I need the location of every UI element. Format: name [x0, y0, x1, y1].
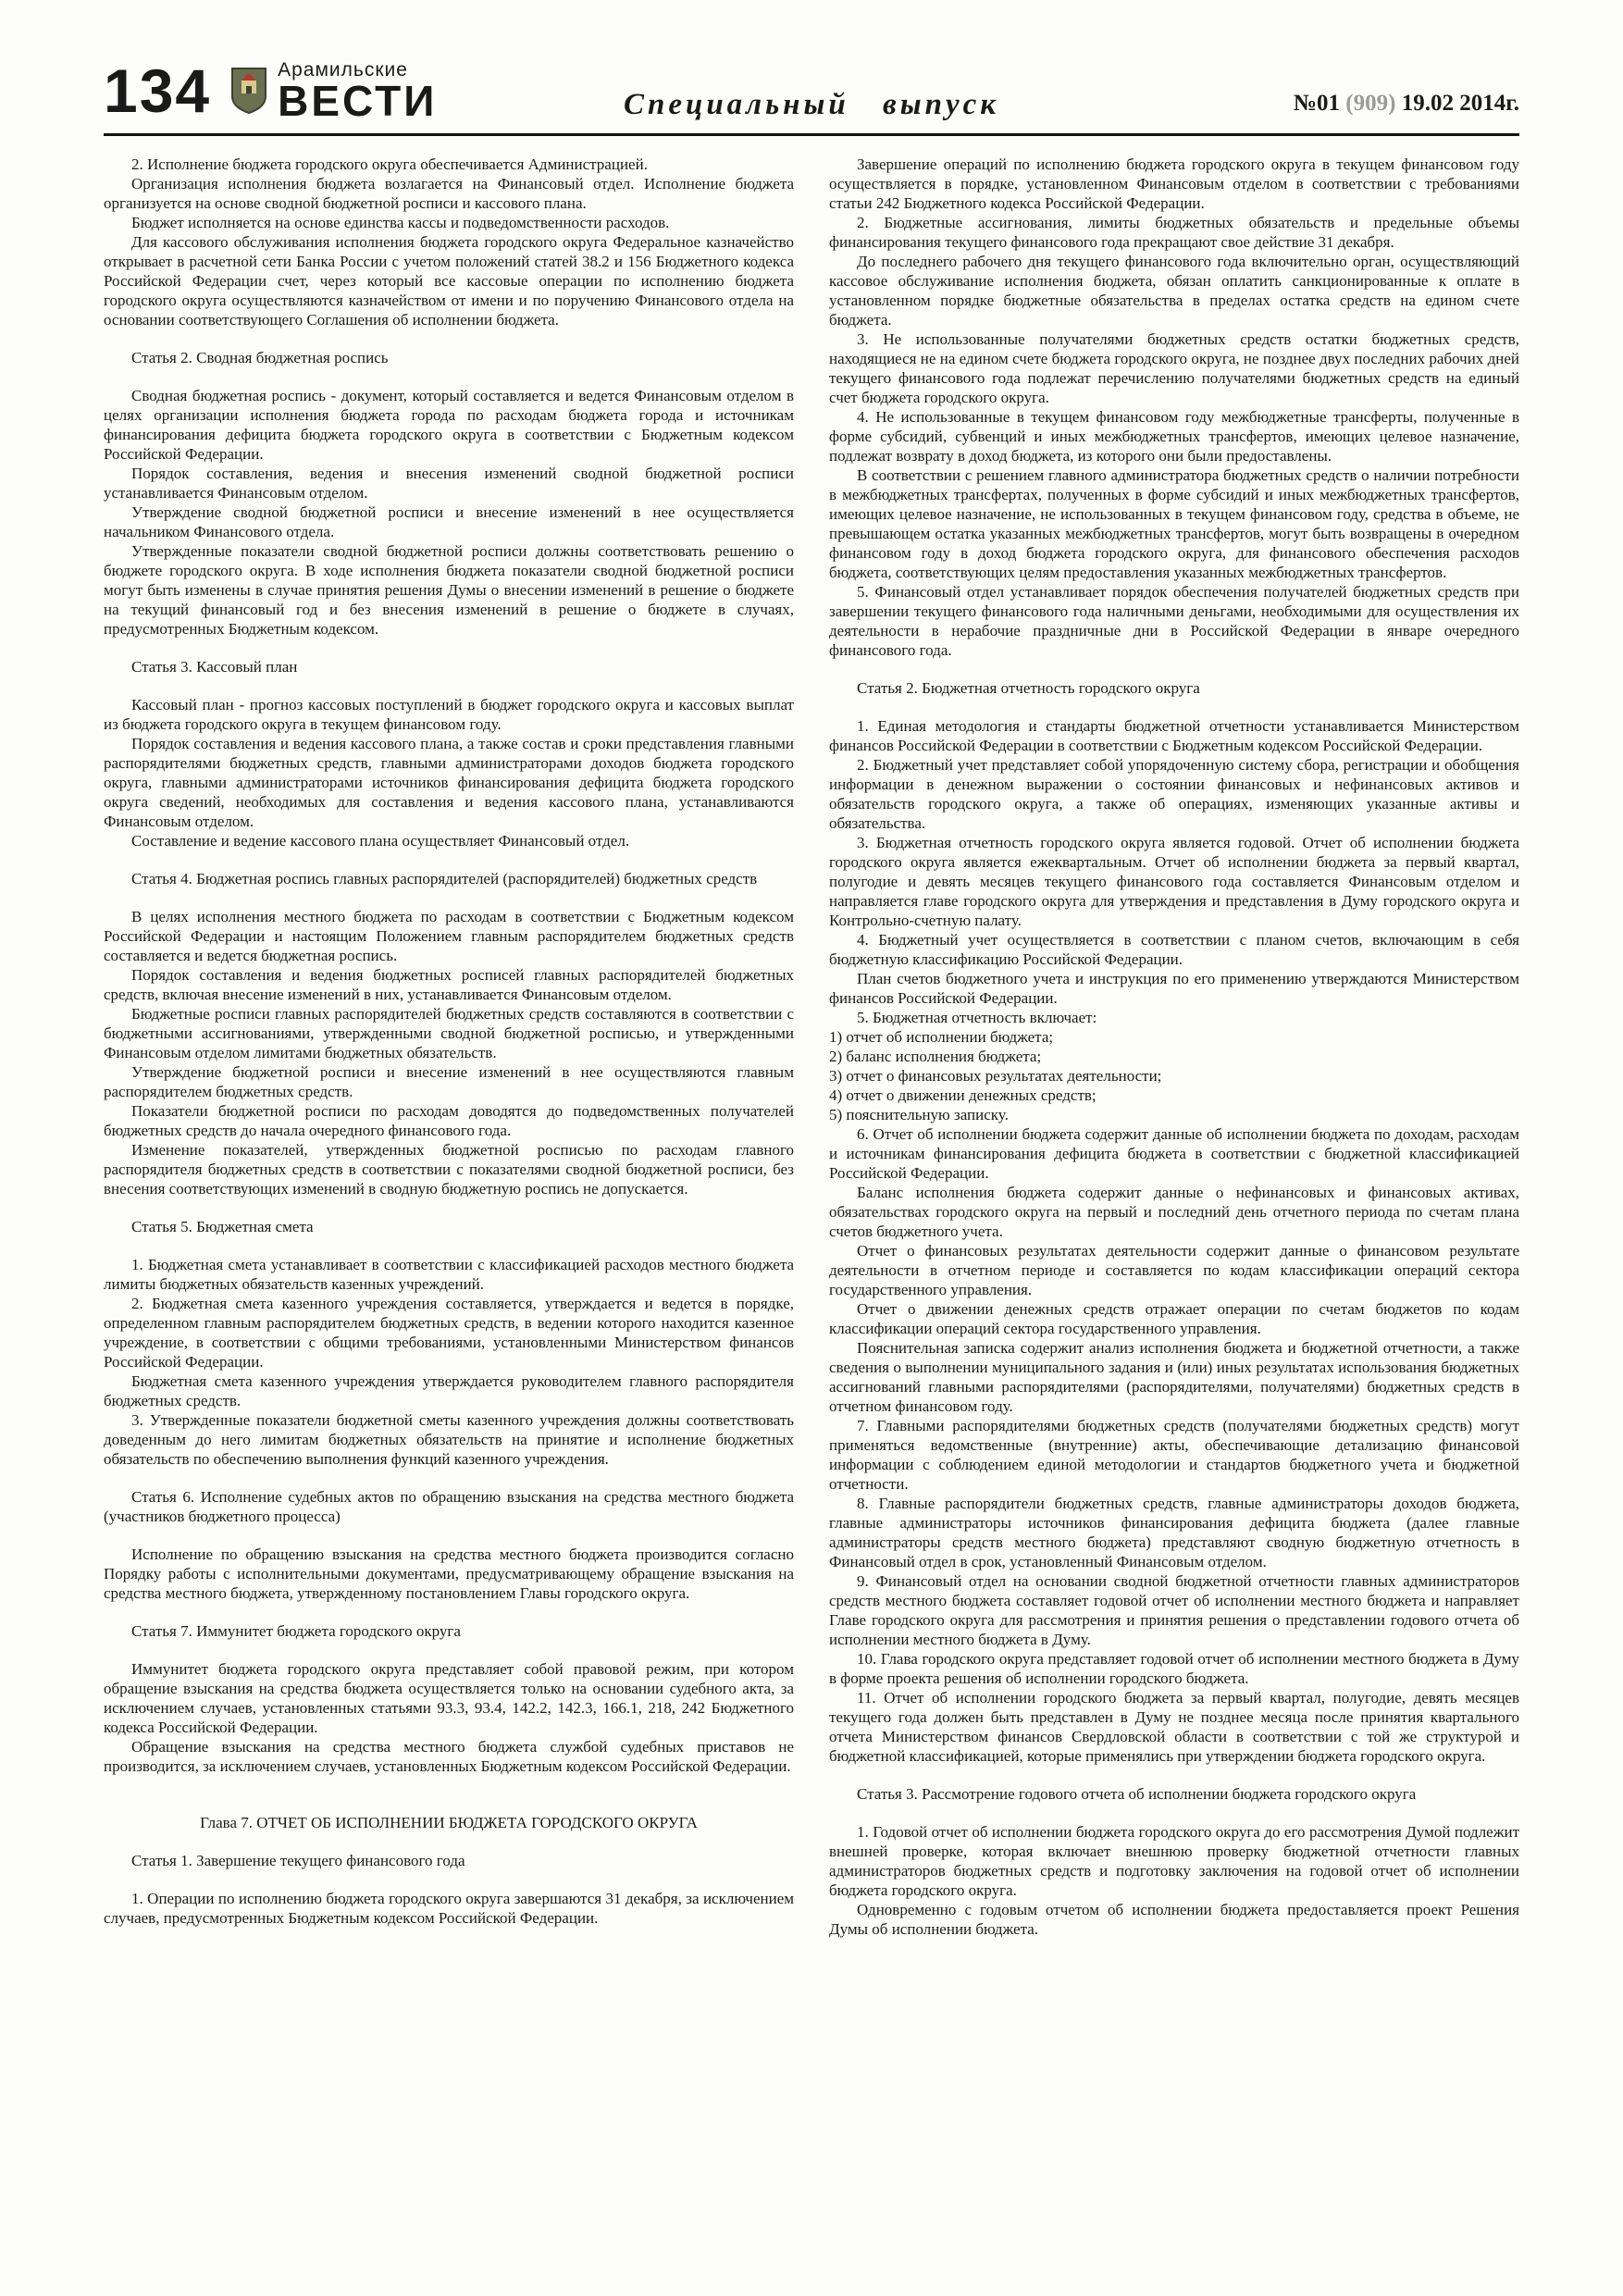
- paragraph: Одновременно с годовым отчетом об исполнении бюджета предоставляется проект Решения Думы об исполнении бюджета.: [829, 1900, 1519, 1938]
- paragraph: В соответствии с решением главного администратора бюджетных средств о наличии потребности в межбюджетных трансфертах, полученных в форме субсидий и иных межбюджетных трансфертов, имеющих целевое назначение, не использованных в текущем финансовом году, средства в объеме, не превышающем остатка указанных межбюджетных трансфертов, могут быть возвращены в очередном финансовом году в доход бюджета городского округа, для финансового обеспечения расходов бюджета, соответствующих целям предоставления указанных межбюджетных трансфертов.: [829, 465, 1519, 581]
- paragraph: В целях исполнения местного бюджета по расходам в соответствии с Бюджетным кодексом Российской Федерации и настоящим Положением главным распорядителем бюджетных средств составляется и ведется бюджетная роспись.: [104, 907, 794, 964]
- article-body: [104, 136, 1519, 1939]
- list-line: 1) отчет об исполнении бюджета;: [829, 1027, 1054, 1046]
- paragraph: Отчет о финансовых результатах деятельности содержит данные о финансовом результате деятельности в отчетном периоде и составляется по кодам классификации операций сектора государственного управления.: [829, 1241, 1519, 1298]
- article-heading: Статья 3. Кассовый план: [131, 657, 298, 676]
- paragraph: 3. Не использованные получателями бюджетных средств остатки бюджетных средств, находящиеся не на едином счете бюджета городского округа, не позднее двух последних рабочих дней текущего финансового года подлежат перечислению получателями бюджетных средств на единый счет бюджета городского округа.: [829, 329, 1519, 406]
- issue-date: 19.02 2014г.: [1401, 90, 1519, 116]
- paragraph: Организация исполнения бюджета возлагается на Финансовый отдел. Исполнение бюджета организуется на основе сводной бюджетной росписи и кассового плана.: [104, 174, 794, 212]
- paragraph: Пояснительная записка содержит анализ исполнения бюджета и бюджетной отчетности, а также сведения о выполнении муниципального задания и (или) иных результатах использования бюджетных ассигнований главными распорядителями (распорядителями, получателями) бюджетных средств в отчетном финансовом году.: [829, 1338, 1519, 1415]
- paragraph: 8. Главные распорядители бюджетных средств, главные администраторы доходов бюджета, главные администраторы источников финансирования дефицита бюджета (далее главные администраторы средств местного бюджета) представляют сводную бюджетную отчетность в Финансовый отдел в срок, установленный Финансовым отделом.: [829, 1494, 1519, 1570]
- paragraph: Обращение взыскания на средства местного бюджета службой судебных приставов не производится, за исключением случаев, установленных Бюджетным кодексом Российской Федерации.: [104, 1737, 794, 1775]
- paragraph: Бюджетная смета казенного учреждения утверждается руководителем главного распорядителя бюджетных средств.: [104, 1371, 794, 1409]
- article-heading: Статья 5. Бюджетная смета: [131, 1217, 314, 1235]
- paragraph: Баланс исполнения бюджета содержит данные о нефинансовых и финансовых активах, обязательствах городского округа на первый и последний день отчетного периода по счетам плана счетов бюджетного учета.: [829, 1183, 1519, 1240]
- paragraph: 1. Операции по исполнению бюджета городского округа завершаются 31 декабря, за исключением случаев, предусмотренных Бюджетным кодексом Российской Федерации.: [104, 1889, 794, 1927]
- article-heading: Статья 4. Бюджетная роспись главных распорядителей (распорядителей) бюджетных средств: [131, 869, 758, 887]
- logo-title: ВЕСТИ: [278, 77, 438, 125]
- paragraph: 2. Бюджетный учет представляет собой упорядоченную систему сбора, регистрации и обобщения информации в денежном выражении о состоянии финансовых и нефинансовых активов и обязательств городского округа, а также об операциях, изменяющих указанные активы и обязательства.: [829, 755, 1519, 832]
- paragraph: Кассовый план - прогноз кассовых поступлений в бюджет городского округа и кассовых выплат из бюджета городского округа в текущем финансовом году.: [104, 695, 794, 733]
- article-heading: Статья 7. Иммунитет бюджета городского округа: [131, 1621, 461, 1640]
- paragraph: Отчет о движении денежных средств отражает операции по счетам бюджетов по кодам классификации операций сектора государственного управления.: [829, 1299, 1519, 1337]
- paragraph: 6. Отчет об исполнении бюджета содержит данные об исполнении бюджета по доходам, расходам и источникам финансирования дефицита бюджета в соответствии с бюджетной классификацией Российской Федерации.: [829, 1124, 1519, 1182]
- paragraph: Для кассового обслуживания исполнения бюджета городского округа Федеральное казначейство открывает в расчетной сети Банка России с учетом положений статей 38.2 и 156 Бюджетного кодекса Российской Федерации счет, через который все кассовые операции по исполнению бюджета городского округа осуществляются казначейством от имени и по поручению Финансового отдела на основании соответствующего Соглашения об исполнении бюджета.: [104, 232, 794, 329]
- paragraph: Исполнение по обращению взыскания на средства местного бюджета производится согласно Порядку работы с исполнительными документами, предусматривающему обращение взыскания на средства местного бюджета, утвержденному постановлением Главы городского округа.: [104, 1545, 794, 1602]
- paragraph: 1. Годовой отчет об исполнении бюджета городского округа до его рассмотрения Думой подлежит внешней проверке, которая включает внешнюю проверку бюджетной отчетности главных администраторов бюджетных средств и подготовку заключения на годовой отчет об исполнении бюджета городского округа.: [829, 1822, 1519, 1899]
- paragraph: Утверждение бюджетной росписи и внесение изменений в нее осуществляются главным распорядителем бюджетных средств.: [104, 1062, 794, 1100]
- paragraph: Сводная бюджетная роспись - документ, который составляется и ведется Финансовым отделом в целях организации исполнения бюджета города по расходам бюджета города и источникам финансирования дефицита бюджета городского округа в соответствии с Бюджетным кодексом Российской Федерации.: [104, 386, 794, 463]
- paragraph: Утвержденные показатели сводной бюджетной росписи должны соответствовать решению о бюджете городского округа. В ходе исполнения бюджета показатели сводной бюджетной росписи могут быть изменены в случае принятия решения Думы о внесении изменений в решение о бюджете на текущий финансовый год и без внесения изменений в решение о бюджете в случаях, предусмотренных Бюджетным кодексом.: [104, 541, 794, 638]
- paragraph: Порядок составления и ведения кассового плана, а также состав и сроки представления главными распорядителями бюджетных средств, главными администраторами доходов бюджета городского округа, главными администраторами источников финансирования дефицита бюджета городского округа сведений, необходимых для составления и ведения кассового плана, устанавливаются Финансовым отделом.: [104, 734, 794, 830]
- issue-code: (909): [1345, 90, 1396, 116]
- article-heading: Статья 2. Бюджетная отчетность городского округа: [857, 678, 1200, 697]
- list-line: 3) отчет о финансовых результатах деятельности;: [829, 1066, 1162, 1085]
- paragraph: Порядок составления, ведения и внесения изменений сводной бюджетной росписи устанавливается Финансовым отделом.: [104, 464, 794, 502]
- paragraph: 11. Отчет об исполнении городского бюджета за первый квартал, полугодие, девять месяцев текущего года должен быть представлен в Думу не позднее месяца после принятия квартального отчета Министерством финансов Свердловской области в соответствии с той же структурой и бюджетной классификацией, которые применялись при утверждении бюджета городского округа.: [829, 1688, 1519, 1765]
- paragraph: План счетов бюджетного учета и инструкция по его применению утверждаются Министерством финансов Российской Федерации.: [829, 969, 1519, 1007]
- paragraph: 2. Бюджетные ассигнования, лимиты бюджетных обязательств и предельные объемы финансирования текущего финансового года прекращают свое действие 31 декабря.: [829, 213, 1519, 251]
- article-heading: Статья 1. Завершение текущего финансового года: [131, 1851, 465, 1869]
- issue-title: Специальный выпуск: [623, 87, 1000, 121]
- paragraph: 9. Финансовый отдел на основании сводной бюджетной отчетности главных администраторов средств местного бюджета составляет годовой отчет об исполнении местного бюджета и направляет Главе городского округа для рассмотрения и принятия решения о представлении годового отчета об исполнении местного бюджета в Думу.: [829, 1571, 1519, 1648]
- paragraph: Иммунитет бюджета городского округа представляет собой правовой режим, при котором обращение взыскания на средства бюджета осуществляется только на основании судебного акта, за исключением случаев, установленных статьями 93.3, 93.4, 142.2, 142.3, 166.1, 218, 242 Бюджетного кодекса Российской Федерации.: [104, 1659, 794, 1736]
- left-column: [104, 155, 794, 1939]
- paragraph: Составление и ведение кассового плана осуществляет Финансовый отдел.: [131, 831, 630, 850]
- paragraph: 7. Главными распорядителями бюджетных средств (получателями бюджетных средств) могут применяться ведомственные (внутренние) акты, обеспечивающие детализацию финансовой информации с соблюдением единой методологии и стандартов бюджетного учета и бюджетной отчетности.: [829, 1416, 1519, 1493]
- list-line: 5) пояснительную записку.: [829, 1105, 1009, 1123]
- list-line: 2) баланс исполнения бюджета;: [829, 1047, 1042, 1065]
- paragraph: Утверждение сводной бюджетной росписи и внесение изменений в нее осуществляется начальником Финансового отдела.: [104, 503, 794, 540]
- paragraph: 4. Не использованные в текущем финансовом году межбюджетные трансферты, полученные в форме субсидий, субвенций и иных межбюджетных трансфертов, имеющих целевое назначение, подлежат возврату в доход бюджета, из которого они были предоставлены.: [829, 407, 1519, 465]
- paragraph: 3. Утвержденные показатели бюджетной сметы казенного учреждения должны соответствовать доведенным до него лимитам бюджетных обязательств на принятие и исполнение бюджетных обязательств по обеспечению выполнения функций казенного учреждения.: [104, 1410, 794, 1468]
- masthead: [104, 0, 1519, 136]
- paragraph: 1. Бюджетная смета устанавливает в соответствии с классификацией расходов местного бюджета лимиты бюджетных обязательств казенных учреждений.: [104, 1255, 794, 1293]
- paragraph: Бюджет исполняется на основе единства кассы и подведомственности расходов.: [131, 213, 670, 231]
- paragraph: 4. Бюджетный учет осуществляется в соответствии с планом счетов, включающим в себя бюджетную классификацию Российской Федерации.: [829, 930, 1519, 968]
- issue-number: №01: [1293, 90, 1341, 116]
- paragraph: Порядок составления и ведения бюджетных росписей главных распорядителей бюджетных средств, включая внесение изменений в них, устанавливается Финансовым отделом.: [104, 965, 794, 1003]
- paragraph: 1. Единая методология и стандарты бюджетной отчетности устанавливается Министерством финансов Российской Федерации в соответствии с Бюджетным кодексом Российской Федерации.: [829, 716, 1519, 754]
- article-heading: Статья 3. Рассмотрение годового отчета об исполнении бюджета городского округа: [857, 1784, 1417, 1803]
- article-heading: Статья 2. Сводная бюджетная роспись: [131, 348, 389, 366]
- logo-region-name: Арамильские: [278, 59, 408, 81]
- paragraph: 2. Исполнение бюджета городского округа обеспечивается Администрацией.: [131, 155, 648, 173]
- paragraph: 3. Бюджетная отчетность городского округа является годовой. Отчет об исполнении бюджета городского округа является ежеквартальным. Отчет об исполнении бюджета за первый квартал, полугодие и девять месяцев текущего финансового года составляется Финансовым отделом и направляется главе городского округа для утверждения и представления в Думу городского округа и Контрольно-счетную палату.: [829, 833, 1519, 929]
- paragraph: Бюджетные росписи главных распорядителей бюджетных средств составляются в соответствии с бюджетными ассигнованиями, утвержденными сводной бюджетной росписью, и утвержденными Финансовым отделом лимитами бюджетных обязательств.: [104, 1004, 794, 1061]
- page-number: 134: [104, 56, 212, 125]
- paragraph: 2. Бюджетная смета казенного учреждения составляется, утверждается и ведется в порядке, определенном главным распорядителем бюджетных средств, в ведении которого находится казенное учреждение, в соответствии с общими требованиями, установленными Министерством финансов Российской Федерации.: [104, 1294, 794, 1371]
- paragraph: Изменение показателей, утвержденных бюджетной росписью по расходам главного распорядителя бюджетных средств в соответствии с показателями сводной бюджетной росписи, без внесения соответствующих изменений в сводную бюджетную роспись не допускается.: [104, 1140, 794, 1198]
- paragraph: До последнего рабочего дня текущего финансового года включительно орган, осуществляющий кассовое обслуживание исполнения бюджета, обязан оплатить санкционированные к оплате в установленном порядке бюджетные обязательства в пределах остатка средств на едином счете бюджета.: [829, 252, 1519, 329]
- article-heading: Статья 6. Исполнение судебных актов по обращению взыскания на средства местного бюджета (участников бюджетного процесса): [104, 1487, 794, 1525]
- chapter-heading: Глава 7. ОТЧЕТ ОБ ИСПОЛНЕНИИ БЮДЖЕТА ГОРОДСКОГО ОКРУГА: [200, 1813, 698, 1831]
- paragraph: Показатели бюджетной росписи по расходам доводятся до подведомственных получателей бюджетных средств до начала очередного финансового года.: [104, 1101, 794, 1139]
- paragraph: 5. Финансовый отдел устанавливает порядок обеспечения получателей бюджетных средств при завершении текущего финансового года наличными деньгами, необходимыми для осуществления их деятельности в нерабочие праздничные дни в Российской Федерации в январе очередного финансового года.: [829, 582, 1519, 659]
- paragraph: 10. Глава городского округа представляет годовой отчет об исполнении местного бюджета в Думу в форме проекта решения об исполнении городского бюджета.: [829, 1649, 1519, 1687]
- list-line: 4) отчет о движении денежных средств;: [829, 1086, 1096, 1104]
- paragraph: 5. Бюджетная отчетность включает:: [857, 1008, 1097, 1026]
- paragraph: Завершение операций по исполнению бюджета городского округа в текущем финансовом году осуществляется в порядке, установленном Финансовым отделом в соответствии с требованиями статьи 242 Бюджетного кодекса Российской Федерации.: [829, 155, 1519, 212]
- right-column: [829, 155, 1519, 1939]
